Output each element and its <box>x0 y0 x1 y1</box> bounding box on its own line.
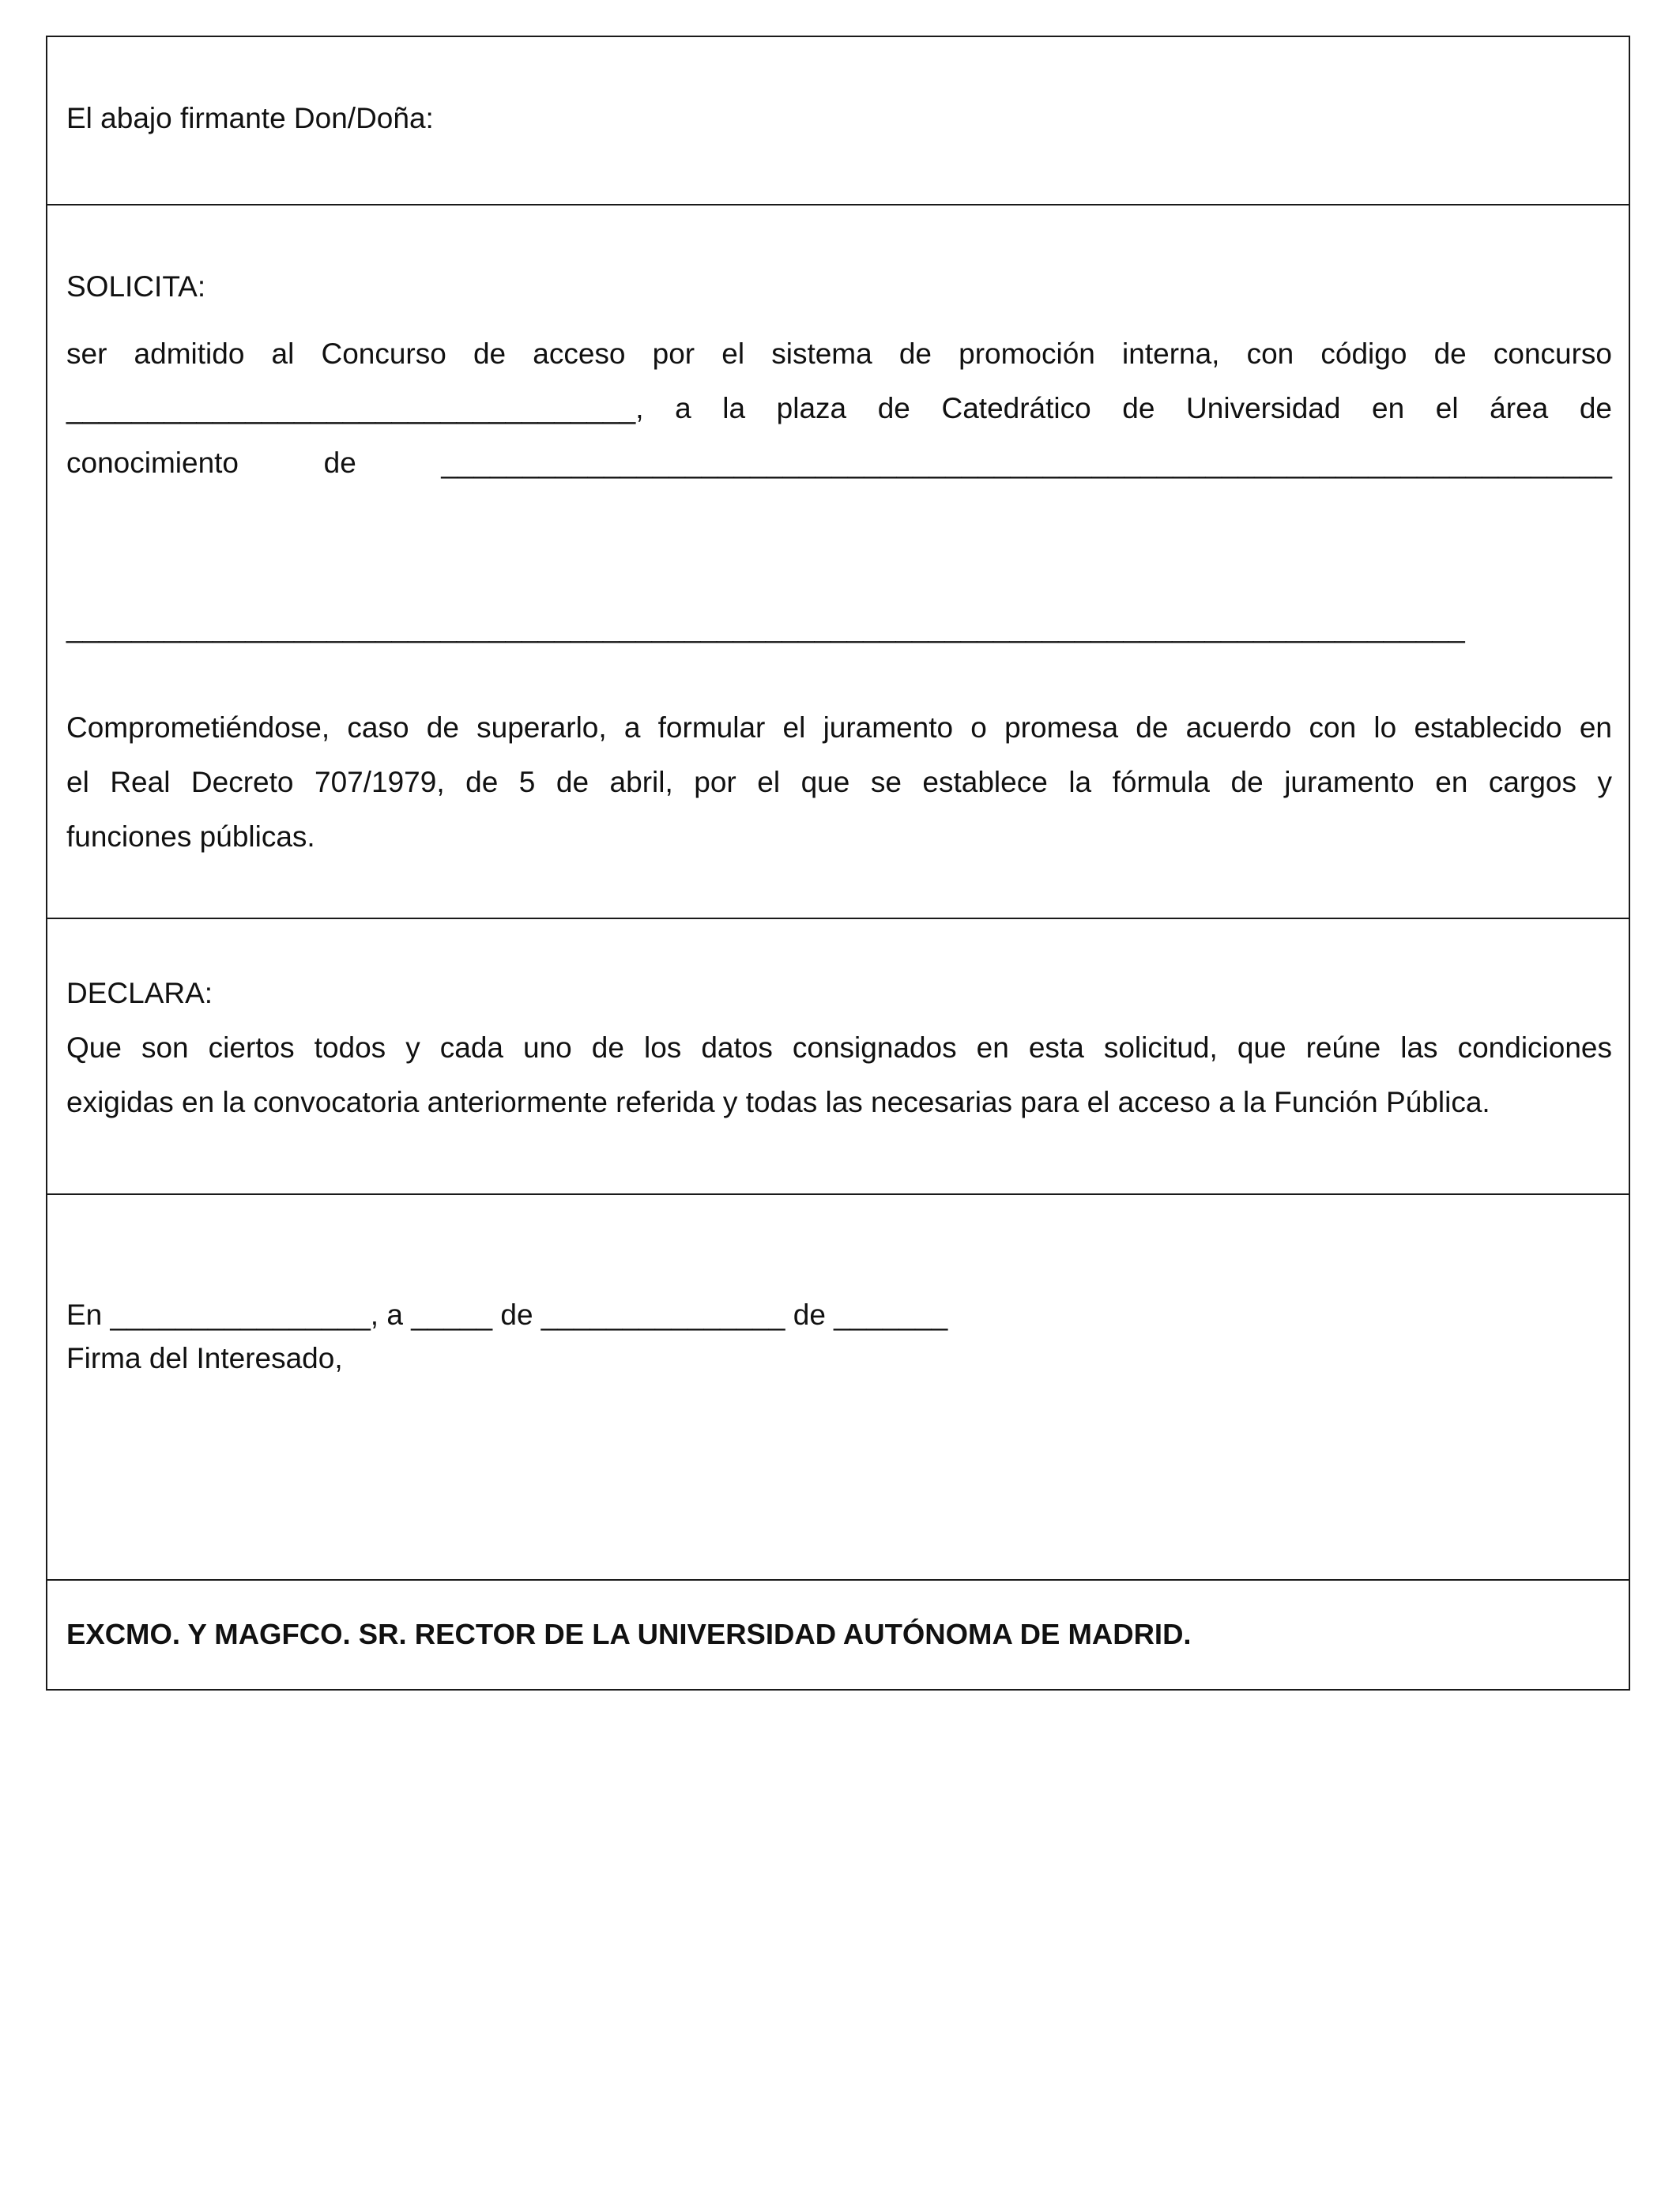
solicita-line-2: ___________________________________, a la plaza de Catedrático de Universidad en el área de <box>66 392 1612 424</box>
recipient-text: EXCMO. Y MAGFCO. SR. RECTOR DE LA UNIVERSIDAD AUTÓNOMA DE MADRID. <box>66 1618 1192 1650</box>
declara-line-2: exigidas en la convocatoria anteriormente referida y todas las necesarias para el acceso a la Función Pública. <box>66 1086 1490 1118</box>
application-form <box>46 36 1630 1691</box>
compromiso-line-1: Comprometiéndose, caso de superarlo, a formular el juramento o promesa de acuerdo con lo establecido en <box>66 711 1612 744</box>
solicita-heading: SOLICITA: <box>66 270 206 303</box>
place-date-line[interactable]: En ________________, a _____ de _______________ de _______ <box>66 1299 948 1331</box>
firmante-section <box>47 37 1629 205</box>
firma-section <box>47 1195 1629 1581</box>
declara-line-1: Que son ciertos todos y cada uno de los datos consignados en esta solicitud, que reúne las condiciones <box>66 1031 1612 1064</box>
compromiso-line-2: el Real Decreto 707/1979, de 5 de abril, por el que se establece la fórmula de juramento en cargos y <box>66 766 1612 798</box>
solicita-section <box>47 205 1629 919</box>
firmante-label: El abajo firmante Don/Doña: <box>66 102 434 134</box>
compromiso-line-3: funciones públicas. <box>66 820 315 853</box>
signature-area[interactable] <box>66 1393 1612 1527</box>
declara-heading: DECLARA: <box>66 977 213 1009</box>
declara-section <box>47 919 1629 1195</box>
solicita-line-1: ser admitido al Concurso de acceso por el sistema de promoción interna, con código de concurso <box>66 337 1612 370</box>
area-continuation-line[interactable]: ______________________________________________________________________________________ <box>66 611 1465 643</box>
destinatario-section <box>47 1581 1629 1689</box>
signature-label: Firma del Interesado, <box>66 1342 343 1374</box>
solicita-line-3: conocimiento de ________________________________________________________________________ <box>66 447 1612 479</box>
